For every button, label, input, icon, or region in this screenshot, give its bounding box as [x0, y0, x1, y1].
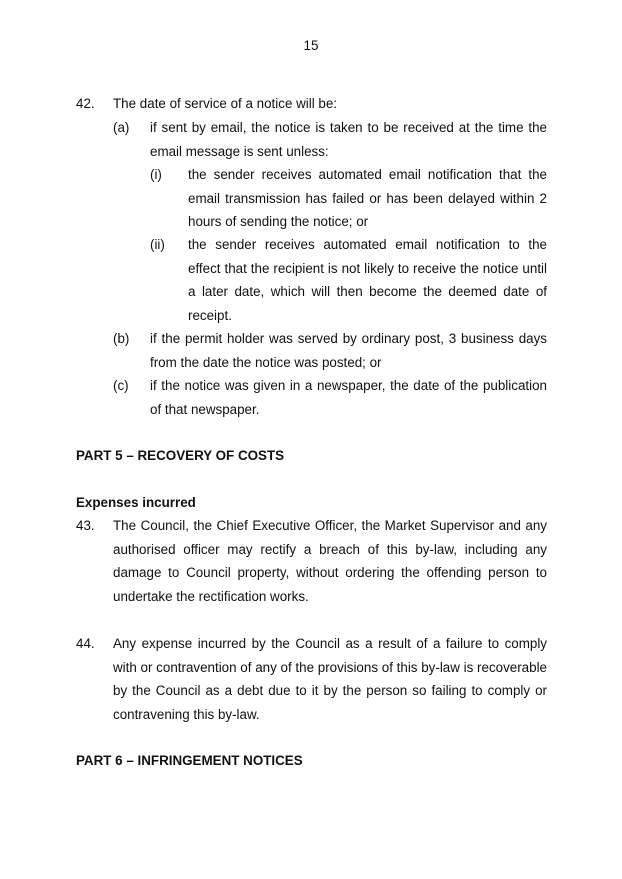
clause-44-text: Any expense incurred by the Council as a result of a failure to comply with or contravention of any of the provisions of this by-law is recoverable by the Council as a debt due to it by the person so failing to comply or contravening this by-law.	[113, 636, 547, 722]
clause-43-text: The Council, the Chief Executive Officer, the Market Supervisor and any authorised officer may rectify a breach of this by-law, including any damage to Council property, without ordering the offending person to undertake the rectification works.	[113, 518, 547, 604]
clause-43-number: 43.	[76, 518, 95, 533]
clause-42-c-text: if the notice was given in a newspaper, the date of the publication of that newspaper.	[150, 378, 547, 417]
expenses-incurred-subheading: Expenses incurred	[76, 495, 196, 510]
clause-42-a-i-text: the sender receives automated email notification that the email transmission has failed or has been delayed within 2 hours of sending the notice; or	[188, 167, 547, 229]
clause-44-number: 44.	[76, 636, 95, 651]
part-5-heading: PART 5 – RECOVERY OF COSTS	[76, 448, 285, 463]
clause-42-b-text: if the permit holder was served by ordinary post, 3 business days from the date the notice was posted; or	[150, 331, 547, 370]
clause-42-b-label: (b)	[113, 331, 130, 346]
clause-42-number: 42.	[76, 96, 95, 111]
clause-42-a-text: if sent by email, the notice is taken to be received at the time the email message is sent unless:	[150, 120, 547, 159]
part-6-heading: PART 6 – INFRINGEMENT NOTICES	[76, 753, 303, 768]
clause-42-intro: The date of service of a notice will be:	[113, 96, 338, 111]
clause-42-a-ii-label: (ii)	[150, 237, 165, 252]
clause-42-c-label: (c)	[113, 378, 129, 393]
page-number: 15	[303, 38, 319, 53]
clause-42-a-i-label: (i)	[150, 167, 162, 182]
clause-42-a-label: (a)	[113, 120, 130, 135]
clause-42-a-ii-text: the sender receives automated email notification to the effect that the recipient is not likely to receive the notice until a later date, which will then become the deemed date of receipt.	[188, 237, 547, 323]
